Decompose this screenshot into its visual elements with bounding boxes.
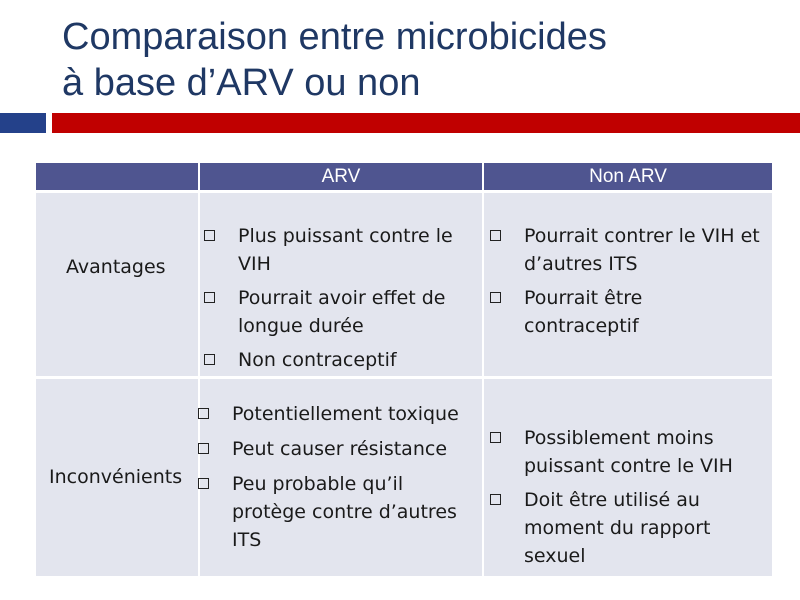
- list-item: Pourrait avoir effet de longue durée: [204, 284, 474, 340]
- square-bullet-icon: [204, 354, 215, 365]
- table-header-non-arv: Non ARV: [484, 163, 772, 190]
- title-accent-blue-bar: [0, 113, 46, 133]
- title-accent-red-bar: [52, 113, 800, 133]
- square-bullet-icon: [490, 292, 501, 303]
- table-header-arv: ARV: [200, 163, 482, 190]
- row-label-avantages: Avantages: [66, 256, 166, 278]
- table-header-empty-cell: [36, 163, 198, 190]
- avantages-arv-list: [204, 222, 474, 374]
- list-item: Peut causer résistance: [198, 435, 474, 463]
- table-cell-avantages-label: [36, 193, 198, 376]
- square-bullet-icon: [198, 478, 209, 489]
- inconvenients-arv-list: [198, 400, 474, 554]
- square-bullet-icon: [490, 494, 501, 505]
- table-cell-inconvenients-label: [36, 379, 198, 576]
- square-bullet-icon: [204, 230, 215, 241]
- table-cell-inconvenients-arv: [200, 379, 482, 576]
- table-cell-avantages-non-arv: [484, 193, 772, 376]
- square-bullet-icon: [490, 432, 501, 443]
- table-cell-inconvenients-non-arv: [484, 379, 772, 576]
- slide-title: [62, 14, 782, 106]
- slide-title-line-2: à base d’ARV ou non: [62, 62, 421, 104]
- list-item: Pourrait être contraceptif: [490, 284, 762, 340]
- list-item: Peu probable qu’il protège contre d’autres ITS: [198, 470, 474, 554]
- slide-title-line-1: Comparaison entre microbicides: [62, 16, 607, 58]
- row-label-inconvenients: Inconvénients: [49, 466, 183, 488]
- square-bullet-icon: [198, 443, 209, 454]
- list-item: Pourrait contrer le VIH et d’autres ITS: [490, 222, 762, 278]
- square-bullet-icon: [198, 408, 209, 419]
- list-item: Doit être utilisé au moment du rapport sexuel: [490, 486, 762, 570]
- list-item: Possiblement moins puissant contre le VIH: [490, 424, 762, 480]
- list-item: Potentiellement toxique: [198, 400, 474, 428]
- inconvenients-non-arv-list: [490, 424, 762, 570]
- table-cell-avantages-arv: [200, 193, 482, 376]
- list-item: Plus puissant contre le VIH: [204, 222, 474, 278]
- list-item: Non contraceptif: [204, 346, 474, 374]
- square-bullet-icon: [204, 292, 215, 303]
- square-bullet-icon: [490, 230, 501, 241]
- avantages-non-arv-list: [490, 222, 762, 340]
